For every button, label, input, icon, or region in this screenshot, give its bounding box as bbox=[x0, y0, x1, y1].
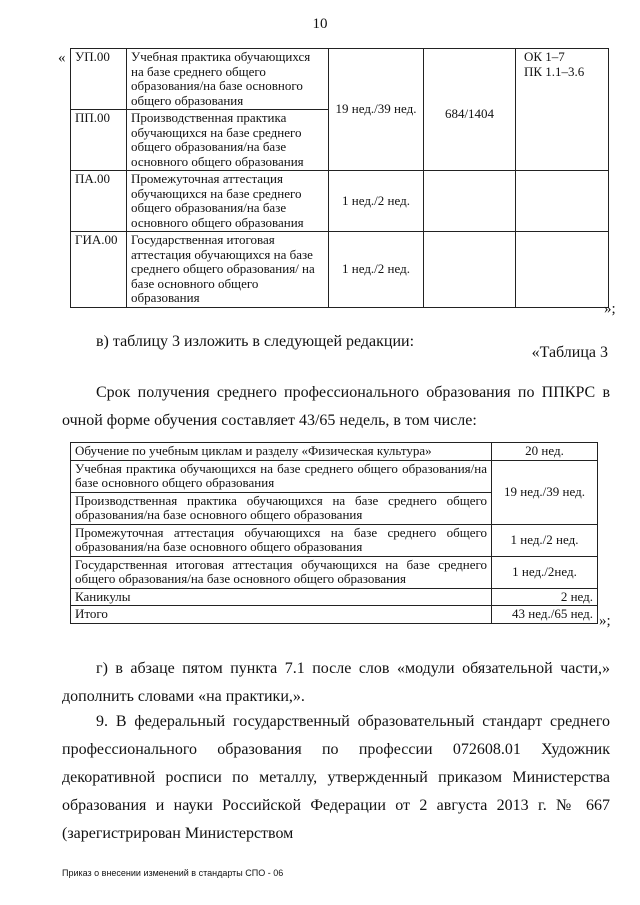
table-row bbox=[71, 606, 598, 624]
row-value: 19 нед./39 нед. bbox=[492, 460, 598, 524]
pa-duration: 1 нед./2 нед. bbox=[329, 171, 424, 232]
table1-close-quote: »; bbox=[604, 301, 616, 317]
table-row bbox=[71, 171, 609, 232]
table-row bbox=[71, 460, 598, 492]
gia-duration: 1 нед./2 нед. bbox=[329, 232, 424, 308]
row-desc: Производственная практика обучающихся на базе среднего общего образования/на базе основного общего образования bbox=[71, 492, 492, 524]
table-row bbox=[71, 49, 609, 110]
empty-cell bbox=[516, 232, 609, 308]
row-code: УП.00 bbox=[71, 49, 127, 110]
row-value: 2 нед. bbox=[492, 588, 598, 606]
table3-label: «Таблица 3 bbox=[531, 344, 608, 361]
row-desc: Итого bbox=[71, 606, 492, 624]
practice-table bbox=[70, 48, 609, 308]
row-code: ГИА.00 bbox=[71, 232, 127, 308]
practice-hours: 684/1404 bbox=[424, 49, 516, 171]
row-desc: Государственная итоговая аттестация обучающихся на базе среднего общего образования/на базе основного общего образования bbox=[71, 556, 492, 588]
empty-cell bbox=[424, 171, 516, 232]
row-desc: Учебная практика обучающихся на базе среднего общего образования/на базе основного общего образования bbox=[71, 460, 492, 492]
row-value: 1 нед./2 нед. bbox=[492, 524, 598, 556]
page-number: 10 bbox=[312, 16, 328, 32]
row-name: Производственная практика обучающихся на базе среднего общего образования/на базе основного общего образования bbox=[127, 110, 329, 171]
practice-duration: 19 нед./39 нед. bbox=[329, 49, 424, 171]
empty-cell bbox=[424, 232, 516, 308]
table-row bbox=[71, 588, 598, 606]
paragraph-9: 9. В федеральный государственный образовательный стандарт среднего профессионального образования по профессии 072608.01 Художник декоративной росписи по металлу, утвержденный приказом Министерства образования и науки Российской Федерации от 2 августа 2013 г. № 667 (зарегистрирован Министерством bbox=[62, 713, 610, 842]
duration-table bbox=[70, 442, 598, 624]
table-row bbox=[71, 524, 598, 556]
paragraph-v: в) таблицу 3 изложить в следующей редакции: bbox=[96, 333, 415, 350]
row-desc: Каникулы bbox=[71, 588, 492, 606]
paragraph-duration: Срок получения среднего профессионального образования по ППКРС в очной форме обучения составляет 43/65 недель, в том числе: bbox=[62, 384, 610, 429]
competencies: ОК 1–7 ПК 1.1–3.6 bbox=[516, 49, 609, 171]
row-value: 1 нед./2нед. bbox=[492, 556, 598, 588]
row-value: 20 нед. bbox=[492, 443, 598, 461]
row-name: Государственная итоговая аттестация обучающихся на базе среднего общего образования/ на базе основного общего образования bbox=[127, 232, 329, 308]
paragraph-g: г) в абзаце пятом пункта 7.1 после слов «модули обязательной части,» дополнить словами «на практики,». bbox=[62, 660, 610, 705]
table-row bbox=[71, 443, 598, 461]
empty-cell bbox=[516, 171, 609, 232]
row-code: ПП.00 bbox=[71, 110, 127, 171]
table1-open-quote: « bbox=[58, 50, 66, 66]
table-row bbox=[71, 556, 598, 588]
row-name: Учебная практика обучающихся на базе среднего общего образования/на базе основного общего образования bbox=[127, 49, 329, 110]
table-row bbox=[71, 232, 609, 308]
row-desc: Промежуточная аттестация обучающихся на базе среднего общего образования/на базе основного общего образования bbox=[71, 524, 492, 556]
table2-close-quote: »; bbox=[599, 613, 611, 629]
row-name: Промежуточная аттестация обучающихся на базе среднего общего образования/на базе основного общего образования bbox=[127, 171, 329, 232]
row-code: ПА.00 bbox=[71, 171, 127, 232]
row-value: 43 нед./65 нед. bbox=[492, 606, 598, 624]
row-desc: Обучение по учебным циклам и разделу «Физическая культура» bbox=[71, 443, 492, 461]
footer-text: Приказ о внесении изменений в стандарты СПО - 06 bbox=[62, 868, 284, 878]
